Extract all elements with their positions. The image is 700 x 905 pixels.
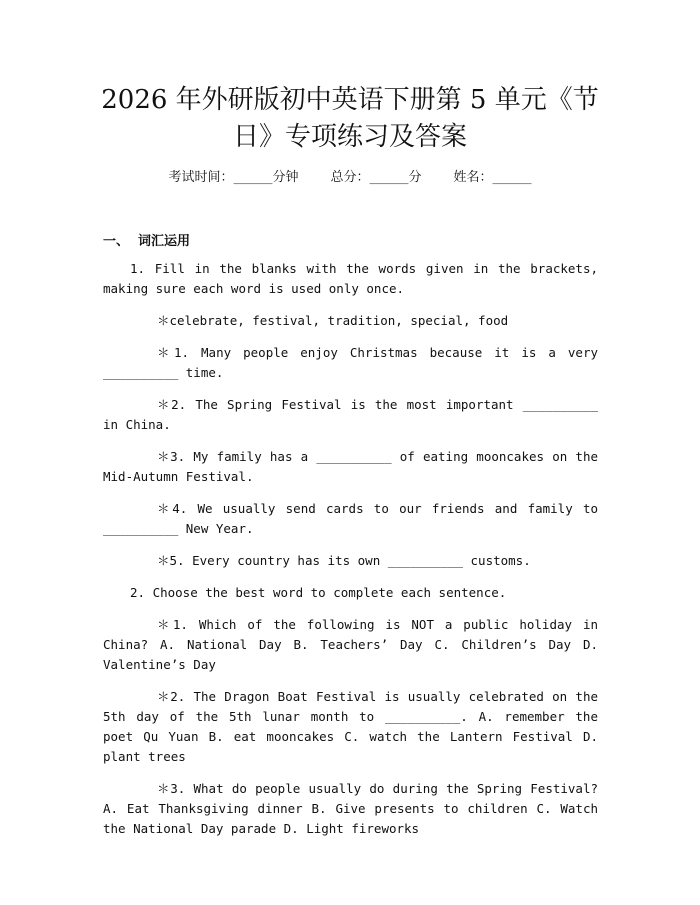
exam-score: 总分：______分 — [330, 170, 422, 185]
question-1-item: ＊5. Every country has its own __________ customs. — [157, 553, 531, 568]
section-heading — [103, 230, 190, 249]
title-line-2: 日》专项练习及答案 — [232, 122, 467, 152]
document-title — [60, 82, 640, 156]
question-1-item: ＊3. My family has a __________ of eating mooncakes on the Mid-Autumn Festival. — [103, 449, 598, 484]
section-number: 一、 — [103, 234, 130, 249]
question-2-prompt: 2. Choose the best word to complete each sentence. — [130, 585, 507, 600]
question-2-item: ＊3. What do people usually do during the Spring Festival? A. Eat Thanksgiving dinner B. Give presents to children C. Watch the National Day parade D. Light fireworks — [103, 781, 598, 836]
question-2-item: ＊1. Which of the following is NOT a public holiday in China? A. National Day B. Teachers’ Day C. Children’s Day D. Valentine’s Day — [103, 617, 598, 672]
exam-info — [0, 166, 700, 185]
word-bank: ＊celebrate, festival, tradition, special, food — [157, 313, 509, 328]
section-title: 词汇运用 — [138, 234, 191, 249]
question-1-item: ＊4. We usually send cards to our friends and family to __________ New Year. — [103, 501, 598, 536]
question-content — [103, 259, 598, 851]
question-1-prompt: 1. Fill in the blanks with the words given in the brackets, making sure each word is used only once. — [103, 261, 598, 296]
question-1-item: ＊2. The Spring Festival is the most important __________ in China. — [103, 397, 598, 432]
exam-time: 考试时间：______分钟 — [168, 170, 299, 185]
exam-name: 姓名：______ — [453, 170, 532, 185]
question-2-item: ＊2. The Dragon Boat Festival is usually celebrated on the 5th day of the 5th lunar month to __________. A. remember the poet Qu Yuan B. eat mooncakes C. watch the Lantern Festival D. plant trees — [103, 689, 598, 764]
title-line-1: 2026 年外研版初中英语下册第 5 单元《节 — [101, 85, 599, 115]
question-1-item: ＊1. Many people enjoy Christmas because it is a very __________ time. — [103, 345, 598, 380]
